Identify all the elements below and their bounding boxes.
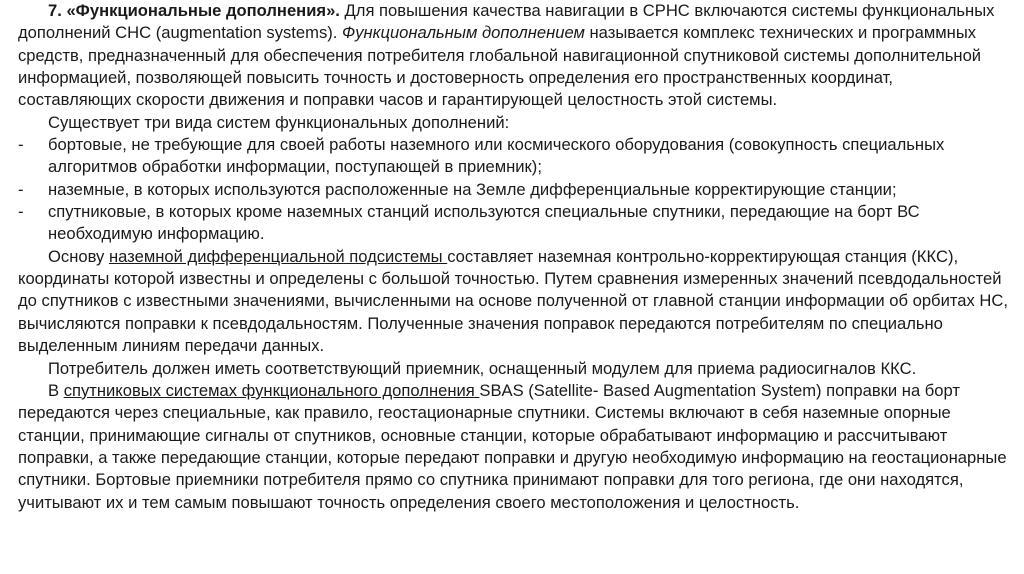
section-heading: 7. «Функциональные дополнения». [48, 1, 340, 20]
document-page [18, 0, 1008, 514]
bullet-dash: - [18, 202, 24, 222]
paragraph-sbas [18, 380, 1008, 514]
bullet-text: спутниковые, в которых кроме наземных станций используются специальные спутники, передающие на борт ВС необходимую информацию. [48, 202, 920, 244]
bullet-item [18, 179, 1008, 201]
bullet-dash: - [18, 179, 24, 199]
ground-pre: Основу [48, 246, 109, 266]
bullet-text: бортовые, не требующие для своей работы наземного или космического оборудования (совокупность специальных алгоритмов обработки информации, поступающей в приемник); [48, 135, 945, 177]
paragraph-intro [18, 0, 1008, 112]
bullet-dash: - [18, 135, 24, 155]
intro-text-b: называется комплекс технических и программных средств, предназначенный для обеспечения потребителя глобальной навигационной спутниковой системы дополнительной информацией, позволяющей повысить точность и достоверность определения его пространственных координат, составляющих скорости движения и поправки часов и гарантирующей целостность этой системы. [18, 23, 982, 110]
bullet-item [18, 201, 1008, 246]
term-definition: Функциональным дополнением [342, 23, 585, 43]
bullet-text: наземные, в которых используются расположенные на Земле дифференциальные корректирующие станции; [48, 179, 897, 199]
ground-subsystem-link[interactable]: наземной дифференциальной подсистемы [108, 246, 448, 266]
sbas-pre: В [48, 380, 64, 400]
paragraph-types: Существует три вида систем функциональных дополнений: [48, 112, 510, 132]
sbas-systems-link[interactable]: спутниковых системах функционального дополнения [63, 380, 480, 400]
paragraph-ground-subsystem [18, 246, 1008, 358]
ground-post: составляет наземная контрольно-корректирующая станция (ККС), координаты которой известны и определены с большой точностью. Путем сравнения измеренных значений псевдодальностей до спутников с известными значениями, вычисленными на основе полученной от главной станции информации об орбитах НС, вычисляются поправки к псевдодальностям. Полученные значения поправок передаются потребителям по специально выделенным линиям передачи данных. [18, 246, 1008, 356]
paragraph-consumer: Потребитель должен иметь соответствующий приемник, оснащенный модулем для приема радиосигналов ККС. [48, 358, 917, 378]
sbas-post: SBAS (Satellite- Based Augmentation System) поправки на борт передаются через специальные, как правило, геостационарные спутники. Системы включают в себя наземные опорные станции, принимающие сигналы от спутников, основные станции, которые обрабатывают информацию и рассчитывают поправки, а также передающие станции, которые передают поправки и другую необходимую информацию на геостационарные спутники. Бортовые приемники потребителя прямо со спутника принимают поправки для того региона, где они находятся, учитывают их и тем самым повышают точность определения своего местоположения и целостность. [18, 380, 1007, 512]
bullet-item [18, 134, 1008, 179]
intro-text-a: Для повышения качества навигации в СРНС включаются системы функциональных дополнений СНС (augmentation systems). [18, 1, 995, 43]
